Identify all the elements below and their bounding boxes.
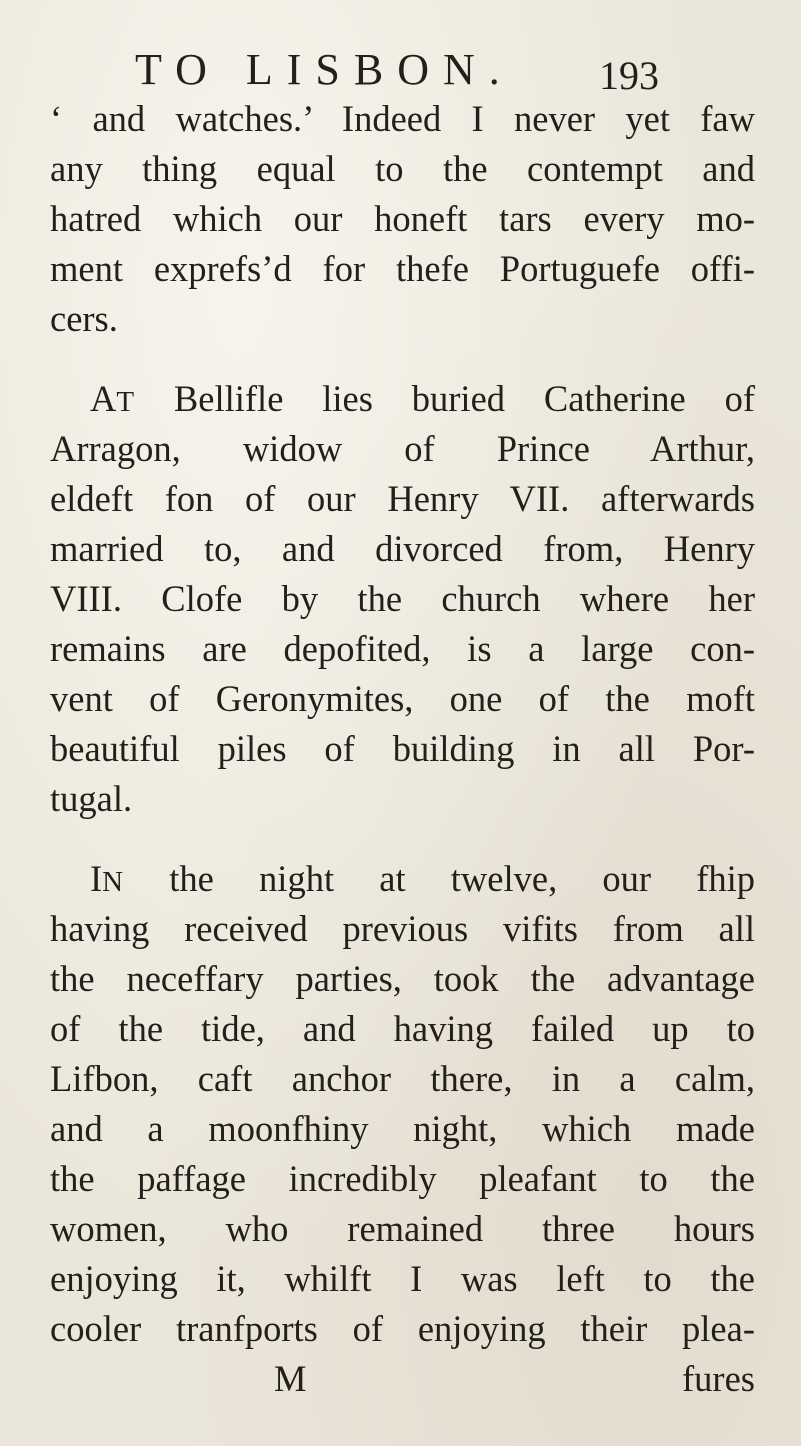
lead-capital: A xyxy=(90,378,117,419)
page-number: 193 xyxy=(599,53,659,98)
lead-capital: I xyxy=(90,858,103,899)
text-line: Lifbon, caft anchor there, in a calm, xyxy=(50,1058,755,1099)
text-line: Arragon, widow of Prince Arthur, xyxy=(50,428,755,469)
lead-small-caps: N xyxy=(102,866,125,898)
text-line: any thing equal to the contempt and xyxy=(50,148,755,189)
text-line: hatred which our honeft tars every mo- xyxy=(50,198,755,239)
text-line: remains are depofited, is a large con- xyxy=(50,628,755,669)
text-line: having received previous vifits from all xyxy=(50,908,755,949)
opening-line-text: the night at twelve, our fhip xyxy=(124,858,755,899)
text-line: ‘ and watches.’ Indeed I never yet faw xyxy=(50,98,755,139)
paragraph-gap xyxy=(50,824,755,854)
text-line-opening xyxy=(50,374,755,424)
catchword: fures xyxy=(682,1358,755,1399)
text-line: vent of Geronymites, one of the moft xyxy=(50,678,755,719)
text-line: married to, and divorced from, Henry xyxy=(50,528,755,569)
signature-mark: M xyxy=(274,1358,307,1399)
text-line: the paffage incredibly pleafant to the xyxy=(50,1158,755,1199)
lead-small-caps: T xyxy=(116,386,136,418)
text-line: and a moonfhiny night, which made xyxy=(50,1108,755,1149)
text-line-opening xyxy=(50,854,755,904)
text-line: cooler tranfports of enjoying their plea- xyxy=(50,1308,755,1349)
catchword-line xyxy=(50,1354,755,1404)
text-line: enjoying it, whilft I was left to the xyxy=(50,1258,755,1299)
opening-line-text: Bellifle lies buried Catherine of xyxy=(135,378,755,419)
paragraph-gap xyxy=(50,344,755,374)
text-line: VIII. Clofe by the church where her xyxy=(50,578,755,619)
text-line: beautiful piles of building in all Por- xyxy=(50,728,755,769)
text-line: tugal. xyxy=(50,778,133,819)
text-line: cers. xyxy=(50,298,118,339)
running-head-title: TO LISBON. xyxy=(135,45,514,94)
running-head xyxy=(135,40,659,100)
text-line: of the tide, and having failed up to xyxy=(50,1008,755,1049)
text-line: women, who remained three hours xyxy=(50,1208,755,1249)
text-line: eldeft fon of our Henry VII. afterwards xyxy=(50,478,755,519)
text-line: the neceffary parties, took the advantage xyxy=(50,958,755,999)
text-line: ment exprefs’d for thefe Portuguefe offi- xyxy=(50,248,755,289)
body-text xyxy=(50,94,755,1404)
